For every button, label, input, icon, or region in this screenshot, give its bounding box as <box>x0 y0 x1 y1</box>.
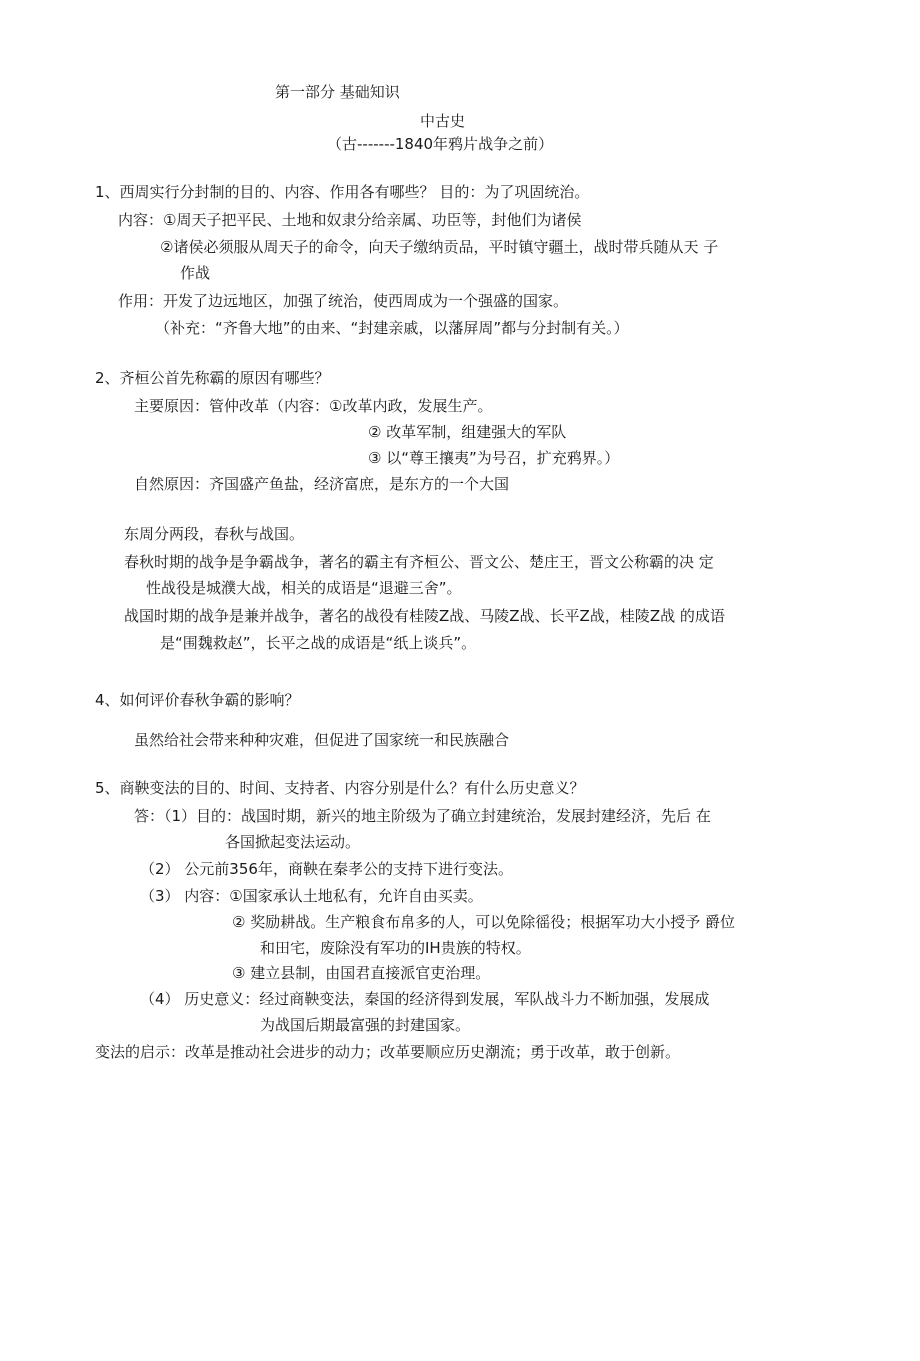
text-line: ③ 以“尊王攘夷”为号召，扩充鸦界。） <box>368 449 620 467</box>
text-line: 和田宅，废除没有军功的IH贵族的特权。 <box>260 939 531 957</box>
text-line: ② 奖励耕战。生产粮食布帛多的人，可以免除徭役；根据军功大小授予 爵位 <box>232 913 735 931</box>
text-line: 性战役是城濮大战，相关的成语是“退避三舍”。 <box>146 579 462 597</box>
question-1: 1、西周实行分封制的目的、内容、作用各有哪些？ 目的：为了巩固统治。 <box>95 183 590 201</box>
text-line: 内容：①周天子把平民、土地和奴隶分给亲属、功臣等，封他们为诸侯 <box>118 211 582 229</box>
text-line: 春秋时期的战争是争霸战争，著名的霸主有齐桓公、晋文公、楚庄王，晋文公称霸的决 定 <box>124 553 714 571</box>
text-line: 为战国后期最富强的封建国家。 <box>260 1016 471 1034</box>
text-line: （2） 公元前356年，商鞅在秦孝公的支持下进行变法。 <box>140 860 513 878</box>
text-line: （3） 内容：①国家承认土地私有，允许自由买卖。 <box>140 887 483 905</box>
text-line: 作战 <box>180 264 211 282</box>
question-5: 5、商鞅变法的目的、时间、支持者、内容分别是什么？有什么历史意义？ <box>95 779 585 797</box>
text-line: 答：（1）目的：战国时期，新兴的地主阶级为了确立封建统治，发展封建经济，先后 在 <box>134 807 711 825</box>
text-line: ③ 建立县制，由国君直接派官吏治理。 <box>232 964 491 982</box>
document-subtitle: （古-------1840年鸦片战争之前） <box>327 135 554 153</box>
text-line: 变法的启示：改革是推动社会进步的动力；改革要顺应历史潮流；勇于改革，敢于创新。 <box>95 1043 681 1061</box>
text-line: 主要原因：管仲改革（内容：①改革内政，发展生产。 <box>134 397 493 415</box>
text-line: 各国掀起变法运动。 <box>225 833 361 851</box>
text-line: 虽然给社会带来种种灾难，但促进了国家统一和民族融合 <box>134 731 510 749</box>
document-title: 中古史 <box>420 112 466 130</box>
question-2: 2、齐桓公首先称霸的原因有哪些？ <box>95 369 330 387</box>
text-line: ②诸侯必须服从周天子的命令，向天子缴纳贡品，平时镇守疆土，战时带兵随从天 子 <box>160 238 719 256</box>
text-line: ② 改革军制，组建强大的军队 <box>368 423 567 441</box>
text-line: 是“围魏救赵”，长平之战的成语是“纸上谈兵”。 <box>160 634 477 652</box>
part-heading: 第一部分 基础知识 <box>275 83 400 101</box>
text-line: 自然原因：齐国盛产鱼盐，经济富庶，是东方的一个大国 <box>134 475 510 493</box>
text-line: （4） 历史意义：经过商鞅变法，秦国的经济得到发展，军队战斗力不断加强，发展成 <box>140 990 710 1008</box>
note-line: （补充：“齐鲁大地”的由来、“封建亲戚，以藩屏周”都与分封制有关。） <box>155 319 629 337</box>
question-4: 4、如何评价春秋争霸的影响？ <box>95 691 300 709</box>
text-line: 作用：开发了边远地区，加强了统治，使西周成为一个强盛的国家。 <box>118 292 569 310</box>
text-line: 战国时期的战争是兼并战争，著名的战役有桂陵Z战、马陵Z战、长平Z战，桂陵Z战 的成语 <box>124 607 725 625</box>
text-line: 东周分两段，春秋与战国。 <box>124 525 305 543</box>
